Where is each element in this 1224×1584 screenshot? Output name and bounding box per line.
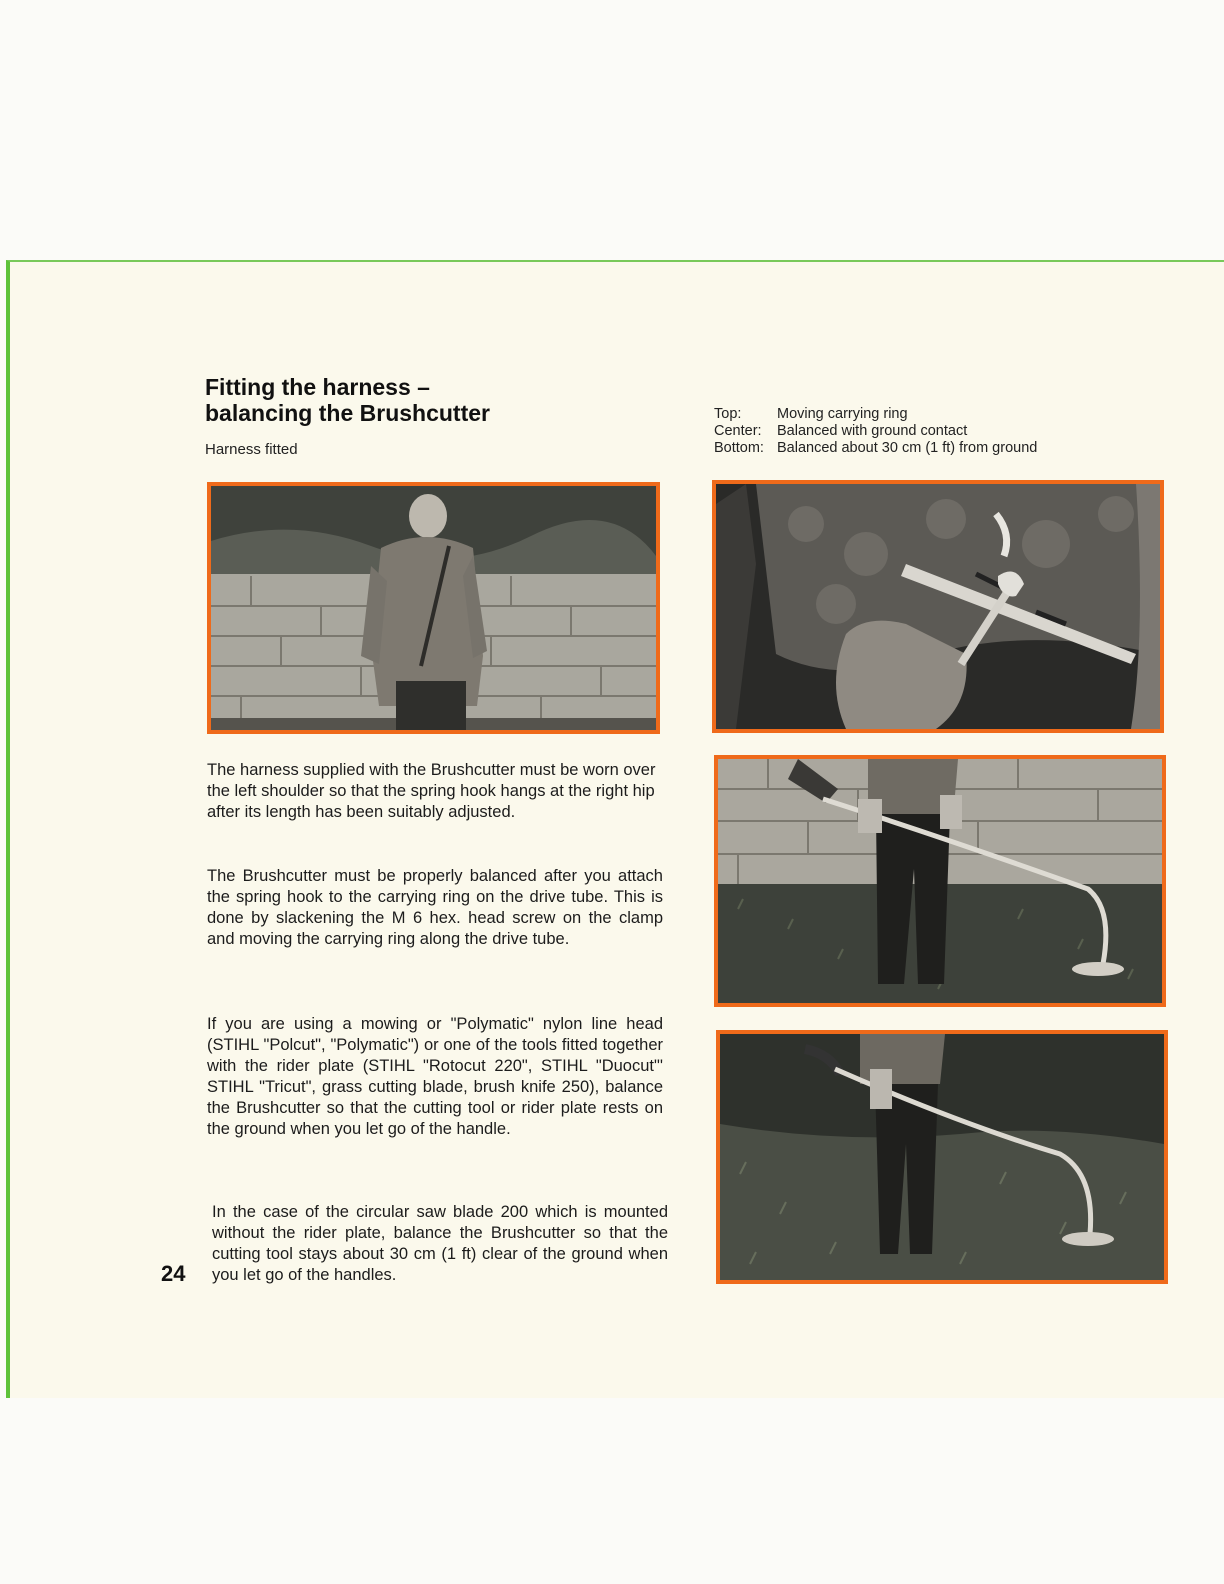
- legend-text: Balanced about 30 cm (1 ft) from ground: [777, 440, 1038, 456]
- photo-center-ground-contact: [714, 755, 1166, 1007]
- paragraph-circular-saw: In the case of the circular saw blade 200 which is mounted without the rider plate, balance the Brushcutter so that the cutting tool stays about 30 cm (1 ft) clear of the ground when you let go of the handles.: [212, 1203, 668, 1284]
- paragraph-harness: The harness supplied with the Brushcutter must be worn over the left shoulder so that the spring hook hangs at the right hip after its length has been suitably adjusted.: [207, 761, 656, 821]
- harness-photo-image: [211, 486, 656, 730]
- carrying-ring-photo-image: [716, 484, 1160, 729]
- legend-text: Balanced with ground contact: [777, 423, 968, 439]
- photo-legend: [714, 406, 1037, 457]
- paragraph-balance: The Brushcutter must be properly balanced after you attach the spring hook to the carrying ring on the drive tube. This is done by slackening the M 6 hex. head screw on the clamp and moving the carrying ring along the drive tube.: [207, 867, 663, 948]
- photo-harness-fitted: [207, 482, 660, 734]
- photo-top-moving-carrying-ring: [712, 480, 1164, 733]
- ground-contact-photo-image: [718, 759, 1162, 1003]
- legend-row-center: [714, 423, 1037, 440]
- clear-of-ground-photo-image: [720, 1034, 1164, 1280]
- title-line-1: Fitting the harness –: [205, 374, 430, 400]
- photo-bottom-clear-of-ground: [716, 1030, 1168, 1284]
- legend-text: Moving carrying ring: [777, 406, 908, 422]
- title-line-2: balancing the Brushcutter: [205, 400, 490, 426]
- paragraph-mowing-head: If you are using a mowing or "Polymatic" nylon line head (STIHL "Polcut", "Polymatic") or one of the tools fitted together with the rider plate (STIHL "Rotocut 220", STIHL "Duocut"' STIHL "Tricut", grass cutting blade, brush knife 250), balance the Brushcutter so that the cutting tool or rider plate rests on the ground when you let go of the handle.: [207, 1015, 663, 1138]
- legend-row-bottom: [714, 440, 1037, 457]
- photo-caption-harness: Harness fitted: [205, 441, 298, 458]
- page-title: [205, 374, 645, 426]
- legend-key: Top:: [714, 406, 742, 422]
- legend-row-top: [714, 406, 1037, 423]
- page-number: 24: [161, 1261, 186, 1286]
- legend-key: Center:: [714, 423, 762, 439]
- legend-key: Bottom:: [714, 440, 764, 456]
